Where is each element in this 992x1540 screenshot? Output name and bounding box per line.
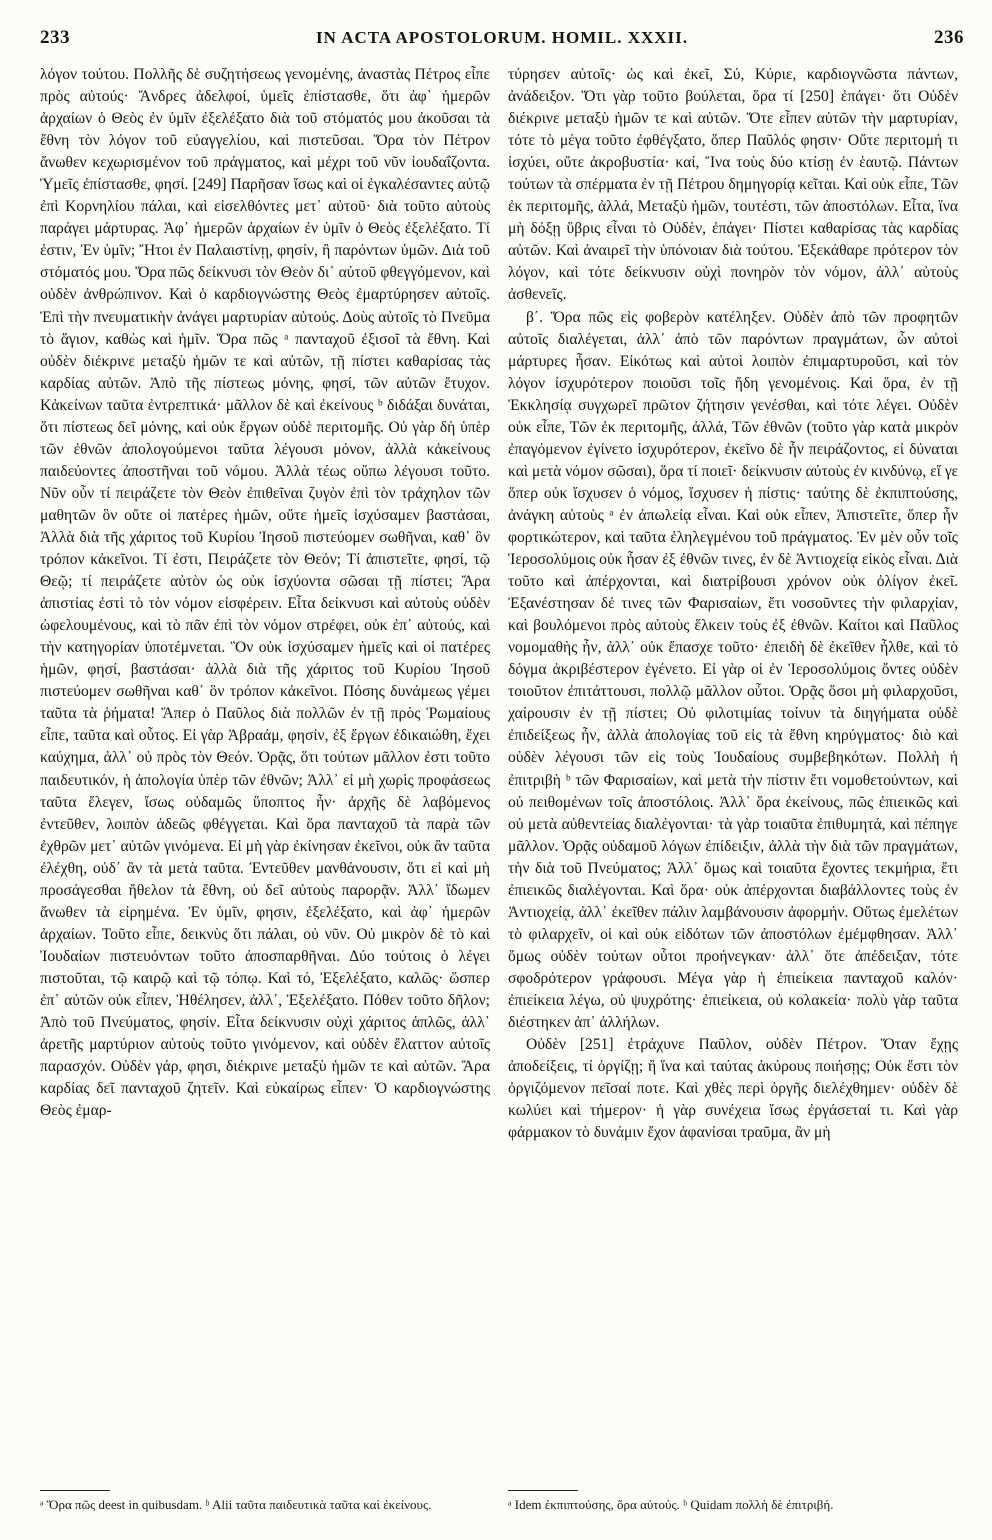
right-column <box>508 64 958 1144</box>
footnote-right: ᵃ Idem ἐκπιπτούσης, ὅρα αὐτούς. ᵇ Quidam πολλὴ δὲ ἐπιτριβή. <box>508 1497 834 1512</box>
right-column-paragraph: τύρησεν αὐτοῖς· ὡς καὶ ἐκεῖ, Σύ, Κύριε, καρδιογνῶστα πάντων, ἀνάδειξον. Ὅτι γὰρ τοῦτο βούλεται, ὅρα τί [250] ἐπάγει· ὅτι Οὐδὲν διέκρινε μεταξὺ ἡμῶν τε καὶ αὐτῶν. Ὅτε εἶπεν αὐτῶν τὴν μαρτυρίαν, τότε τὸ μέγα τοῦτο ἐφθέγξατο, ὅπερ Παῦλός φησιν· Οὔτε περιτομή τι ἰσχύει, οὔτε ἀκροβυστία· καί, Ἵνα τοὺς δύο κτίσῃ ἐν ἑαυτῷ. Πάντων τούτων τὰ σπέρματα ἐν τῇ Πέτρου δημηγορίᾳ κεῖται. Καὶ οὐκ εἶπε, Τῶν ἐκ περιτομῆς, ἀλλά, Μεταξὺ ἡμῶν, τουτέστι, τῶν ἀποστόλων. Εἶτα, ἵνα μὴ δόξῃ ὕβρις εἶναι τὸ Οὐδὲν, ἐπάγει· Πίστει καθαρίσας τὰς καρδίας αὐτῶν. Καὶ ἀναιρεῖ τὴν ὑπόνοιαν διὰ τούτου. Ἐξεκάθαρε πρότερον τὸν λόγον, καὶ τότε δείκνυσιν οὐχὶ πονηρὸν τὸν νόμον, ἀλλ᾽ αὐτοὺς ἀσθενεῖς. <box>508 66 958 304</box>
footnote-rule-right <box>508 1490 578 1491</box>
page-number-right: 236 <box>934 27 964 48</box>
page-number-left: 233 <box>40 27 70 48</box>
right-column-paragraph: Οὐδὲν [251] ἐτράχυνε Παῦλον, οὐδὲν Πέτρον. Ὅταν ἔχῃς ἀποδείξεις, τί ὀργίζῃ; ἢ ἵνα καὶ ταύτας ἀκύρους ποιήσῃς; Οὐκ ἔστι τὸν ὀργιζόμενον πεῖσαί ποτε. Καὶ χθὲς περὶ ὀργῆς διελέχθημεν· οὐδὲν δὲ κωλύει καὶ τήμερον· ἡ γὰρ συνέχεια ἴσως ἐργάσεταί τι. Καὶ γὰρ φάρμακον τὸ δυνάμιν ἔχον ἀφανίσαι τραῦμα, ἂν μὴ <box>508 1036 958 1142</box>
footnote-left: ᵃ Ὅρα πῶς deest in quibusdam. ᵇ Alii ταῦτα παιδευτικὰ ταῦτα καὶ ἐκείνους. <box>40 1497 432 1512</box>
left-column <box>40 64 490 1122</box>
running-title: IN ACTA APOSTOLORUM. HOMIL. XXXII. <box>316 28 688 47</box>
footnote-rule-left <box>40 1490 110 1491</box>
right-column-paragraph: β΄. Ὅρα πῶς εἰς φοβερὸν κατέληξεν. Οὐδὲν ἀπὸ τῶν προφητῶν αὐτοῖς διαλέγεται, ἀλλ᾽ ἀπὸ τῶν παρόντων πραγμάτων, ὧν αὐτοὶ μάρτυρες ἦσαν. Εἰκότως καὶ αὐτοὶ λοιπὸν ἐπιμαρτυροῦσι, καὶ τὸν λόγον ἰσχυρότερον ποιοῦσι τοῖς ἤδη γενομένοις. Καὶ ὅρα, ἐν τῇ Ἐκκλησίᾳ συγχωρεῖ πρῶτον ζήτησιν γενέσθαι, καὶ τότε λέγει. Οὐδὲν οὐκ εἶπε, Τῶν ἐκ περιτομῆς, ἀλλά, Τῶν ἐθνῶν (τοῦτο γὰρ κατὰ μικρὸν ἐπαγόμενον ἐγίνετο ἰσχυρότερον, ἐκεῖνο δὲ ἦν πειράζοντος, εἰ δύναται καὶ μετὰ νόμον σῶσαι), ὅρα τί ποιεῖ· δείκνυσιν αὐτοὺς ἐν κινδύνῳ, εἴ γε ὅπερ οὐκ ἴσχυσεν ὁ νόμος, ἴσχυσεν ἡ πίστις· ταύτης δὲ ἐκπιπτούσης, ἀνάγκη αὐτοὺς ᵃ ἐν ἀπωλείᾳ εἶναι. Καὶ οὐκ εἶπεν, Ἀπιστεῖτε, ὅπερ ἦν φορτικώτερον, καὶ ταῦτα ἐληλεγμένου τοῦ πράγματος. Ἐν μὲν οὖν τοῖς Ἱεροσολύμοις οὐκ ἦσαν ἐξ ἐθνῶν τινες, ἐν δὲ Ἀντιοχείᾳ εἰκὸς εἶναι. Διὰ τοῦτο καὶ ἀπέρχονται, καὶ διατρίβουσι χρόνον οὐκ ὀλίγον ἐκεῖ. Ἐξανέστησαν δέ τινες τῶν Φαρισαίων, ἔτι νοσοῦντες τὴν φιλαρχίαν, καὶ βουλόμενοι πρὸς αὐτοὺς ἕλκειν τοὺς ἐξ ἐθνῶν. Καίτοι καὶ Παῦλος νομομαθὴς ἦν, ἀλλ᾽ οὐκ ἔπασχε τοῦτο· ἐπειδὴ δὲ ἐκεῖθεν ἦλθε, καὶ τὸ δόγμα ἀκριβέστερον ἐγένετο. Εἰ γὰρ οἱ ἐν Ἱεροσολύμοις ὄντες οὐδὲν τοιοῦτον ἐπιτάττουσι, πολλῷ μᾶλλον οὗτοι. Ὁρᾷς ὅσοι μὴ φιλαρχοῦσι, χαίρουσιν ἐν τῇ πίστει; Οὐ φιλοτιμίας τοίνυν τὰ διηγήματα οὐδὲ ἐπιδείξεως ἦν, ἀλλὰ ἀπολογίας τοῦ εἰς τὰ ἔθνη κηρύγματος· διὸ καὶ οὐδὲν λέγουσι τῶν εἰς τοὺς Ἰουδαίους συμβεβηκότων. Πολλὴ ἡ ἐπιτριβὴ ᵇ τῶν Φαρισαίων, καὶ μετὰ τὴν πίστιν ἔτι νομοθετούντων, καὶ οὐ πειθομένων τοῖς ἀποστόλοις. Ἀλλ᾽ ὅρα ἐκείνους, πῶς ἐπιεικῶς καὶ οὐ μετὰ αὐθεντείας διαλέγονται· τὰ γὰρ τοιαῦτα ἐπιθυμητά, καὶ πέπηγε μᾶλλον. Ὁρᾷς οὐδαμοῦ λόγων ἐπίδειξιν, ἀλλὰ τὴν διὰ τῶν πραγμάτων, τὴν διὰ τοῦ Πνεύματος; Ἀλλ᾽ ὅμως καὶ τοιαῦτα ἔχοντες τεκμήρια, ἔτι ἐπιεικῶς διαλέγονται. Καὶ ὅρα· οὐκ ἀπέρχονται διαβάλλοντες τοὺς ἐν Ἀντιοχείᾳ, ἀλλ᾽ ἐκεῖθεν πάλιν λαμβάνουσιν ἀφορμήν. Οὕτως ἐμελέτων τὸ φιλαρχεῖν, οἱ καὶ οὐκ εἰδότων τῶν ἀποστόλων ἐμέμφθησαν. Ἀλλ᾽ ὅμως οὐδὲν τούτων οὗτοι προήνεγκαν· ἀλλ᾽ ὅτε ἀπέδειξαν, τότε σφοδρότερον γράφουσι. Μέγα γὰρ ἡ ἐπιείκεια πανταχοῦ καλόν· ἐπιείκεια λέγω, οὐ ψυχρότης· ἐπιείκεια, οὐ κολακεία· πολὺ γὰρ ταῦτα διέστηκεν ἀπ᾽ ἀλλήλων. <box>508 308 958 1032</box>
running-header <box>40 20 964 56</box>
left-column-text: λόγον τούτου. Πολλῆς δὲ συζητήσεως γενομένης, ἀναστὰς Πέτρος εἶπε πρὸς αὐτούς· Ἄνδρες ἀδελφοί, ὑμεῖς ἐπίστασθε, ὅτι ἀφ᾽ ἡμερῶν ἀρχαίων ὁ Θεὸς ἐν ὑμῖν ἐξελέξατο διὰ τοῦ στόματός μου ἀκοῦσαι τὰ ἔθνη τὸν λόγον τοῦ εὐαγγελίου, καὶ πιστεῦσαι. Ὅρα τὸν Πέτρον ἄνωθεν κεχωρισμένον τοῦ πράγματος, καὶ μέχρι τοῦ νῦν ἰουδαΐζοντα. Ὑμεῖς ἐπίστασθε, φησί. [249] Παρῆσαν ἴσως καὶ οἱ ἐγκαλέσαντες αὐτῷ ἐπὶ Κορνηλίου πάλαι, καὶ εἰσελθόντες μετ᾽ αὐτοῦ· διὰ τοῦτο αὐτοὺς παράγει μάρτυρας. Ἀφ᾽ ἡμερῶν ἀρχαίων ἐν ὑμῖν ὁ Θεὸς ἐξελέξατο. Τί ἐστιν, Ἐν ὑμῖν; Ἤτοι ἐν Παλαιστίνῃ, φησίν, ἢ παρόντων ὑμῶν. Διὰ τοῦ στόματός μου. Ὅρα πῶς δείκνυσι τὸν Θεὸν δι᾽ αὐτοῦ φθεγγόμενον, καὶ οὐδὲν ἀνθρώπινον. Καὶ ὁ καρδιογνώστης Θεὸς ἐμαρτύρησεν αὐτοῖς. Ἐπὶ τὴν πνευματικὴν ἀνάγει μαρτυρίαν αὐτούς. Δοὺς αὐτοῖς τὸ Πνεῦμα τὸ ἅγιον, καθὼς καὶ ἡμῖν. Ὅρα πῶς ᵃ πανταχοῦ ἐξισοῖ τὰ ἔθνη. Καὶ οὐδὲν διέκρινε μεταξὺ ἡμῶν τε καὶ αὐτῶν, τῇ πίστει καθαρίσας τὰς καρδίας αὐτῶν. Ἀπὸ τῆς πίστεως μόνης, φησί, τῶν αὐτῶν ἔτυχον. Κἀκείνων ταῦτα ἐντρεπτικά· μᾶλλον δὲ καὶ ἐκείνους ᵇ διδάξαι δυνάται, ὅτι πίστεως δεῖ μόνης, καὶ οὐκ ἔργων οὐδὲ περιτομῆς. Οὐ γὰρ δὴ ὑπὲρ τῶν ἐθνῶν ἀπολογούμενοι ταῦτα λέγουσι μόνον, ἀλλὰ κἀκείνους παιδεύοντες ἀποστῆναι τοῦ νόμου. Ἀλλὰ τέως οὕπω λέγουσι τοῦτο. Νῦν οὖν τί πειράζετε τὸν Θεὸν ἐπιθεῖναι ζυγὸν ἐπὶ τὸν τράχηλον τῶν μαθητῶν ὃν οὔτε οἱ πατέρες ἡμῶν, οὔτε ἡμεῖς ἰσχύσαμεν βαστάσαι, Ἀλλὰ διὰ τῆς χάριτος τοῦ Κυρίου Ἰησοῦ πιστεύομεν σωθῆναι, καθ᾽ ὃν τρόπον κἀκεῖνοι. Τί ἐστι, Πειράζετε τὸν Θεόν; Τί ἀπιστεῖτε, φησί, τῷ Θεῷ; τί πειράζετε αὐτὸν ὡς οὐκ ἰσχύοντα σῶσαι τῇ πίστει; Ἄρα ἀπιστίας ἐστὶ τὸ τὸν νόμον εἰσφέρειν. Εἶτα δείκνυσι καὶ αὐτοὺς οὐδὲν ὠφελουμένους, καὶ τὸ πᾶν ἐπὶ τὸν νόμον στρέφει, οὐκ ἐπ᾽ αὐτούς, καὶ τὴν κατηγορίαν ὑποτέμνεται. Ὃν οὐκ ἰσχύσαμεν ἡμεῖς καὶ οἱ πατέρες ἡμῶν, φησί, βαστάσαι· ἀλλὰ διὰ τῆς χάριτος τοῦ Κυρίου Ἰησοῦ πιστεύομεν σωθῆναι καθ᾽ ὃν τρόπον κἀκεῖνοι. Πόσης δυνάμεως γέμει ταῦτα τὰ ῥήματα! Ἅπερ ὁ Παῦλος διὰ πολλῶν ἐν τῇ πρὸς Ῥωμαίους εἶπε, ταῦτα καὶ οὗτος. Εἰ γὰρ Ἀβραάμ, φησίν, ἐξ ἔργων ἐδικαιώθη, ἔχει καύχημα, ἀλλ᾽ οὐ πρὸς τὸν Θεόν. Ὁρᾷς, ὅτι τούτων μᾶλλον ἐστι τοῦτο παιδευτικόν, ἡ ἀπολογία ὑπὲρ τῶν ἐθνῶν; Ἀλλ᾽ εἰ μὴ χωρὶς προφάσεως ταῦτα ἔλεγεν, ἴσως οὐδαμῶς ὕποπτος ἦν· ἀρχῆς δὲ λαβόμενος ἐντεῦθεν, λοιπὸν ἀδεῶς φθέγγεται. Καὶ ὅρα πανταχοῦ τὰ παρὰ τῶν ἐχθρῶν μετ᾽ αὐτῶν γινόμενα. Εἰ μὴ γὰρ ἐκίνησαν ἐκεῖνοι, οὐκ ἂν ταῦτα ἐλέχθη, οὐδ᾽ ἂν τὰ μετὰ ταῦτα. Ἐντεῦθεν μανθάνουσιν, ὅτι εἰ καὶ μὴ προσάγεσθαι ἤθελον τὰ ἔθνη, οὐ δεῖ αὐτοὺς παρορᾷν. Ἀλλ᾽ ἴδωμεν ἄνωθεν τὰ εἰρημένα. Ἐν ὑμῖν, φησιν, ἐξελέξατο, καὶ ἀφ᾽ ἡμερῶν ἀρχαίων. Τοῦτο εἶπε, δεικνὺς ὅτι πάλαι, οὐ νῦν. Οὐ μικρὸν δὲ τὸ καὶ Ἰουδαίων πιστευόντων τοῦτο ἀποσπαρθῆναι. Δύο τούτοις ὁ λέγει πιστοῦται, τῷ καιρῷ καὶ τῷ τόπῳ. Καὶ τό, Ἐξελέξατο, καλῶς· ὥσπερ ἐπ᾽ αὐτῶν οὐκ εἶπεν, Ἠθέλησεν, ἀλλ᾽, Ἐξελέξατο. Πόθεν τοῦτο δῆλον; Ἀπὸ τοῦ Πνεύματος, φησίν. Εἶτα δείκνυσιν οὐχὶ χάριτος ἁπλῶς, ἀλλ᾽ ἀρετῆς μαρτύριον αὐτοὺς τοῦτο γινόμενον, καὶ οὐδὲν ἔλαττον αὐτοῖς παρασχόν. Οὐδὲν γάρ, φησι, διέκρινε μεταξὺ ἡμῶν τε καὶ αὐτῶν. Ἄρα καρδίας δεῖ πανταχοῦ ζητεῖν. Καὶ εὐκαίρως εἶπεν· Ὁ καρδιογνώστης Θεὸς ἐμαρ- <box>40 66 490 1120</box>
